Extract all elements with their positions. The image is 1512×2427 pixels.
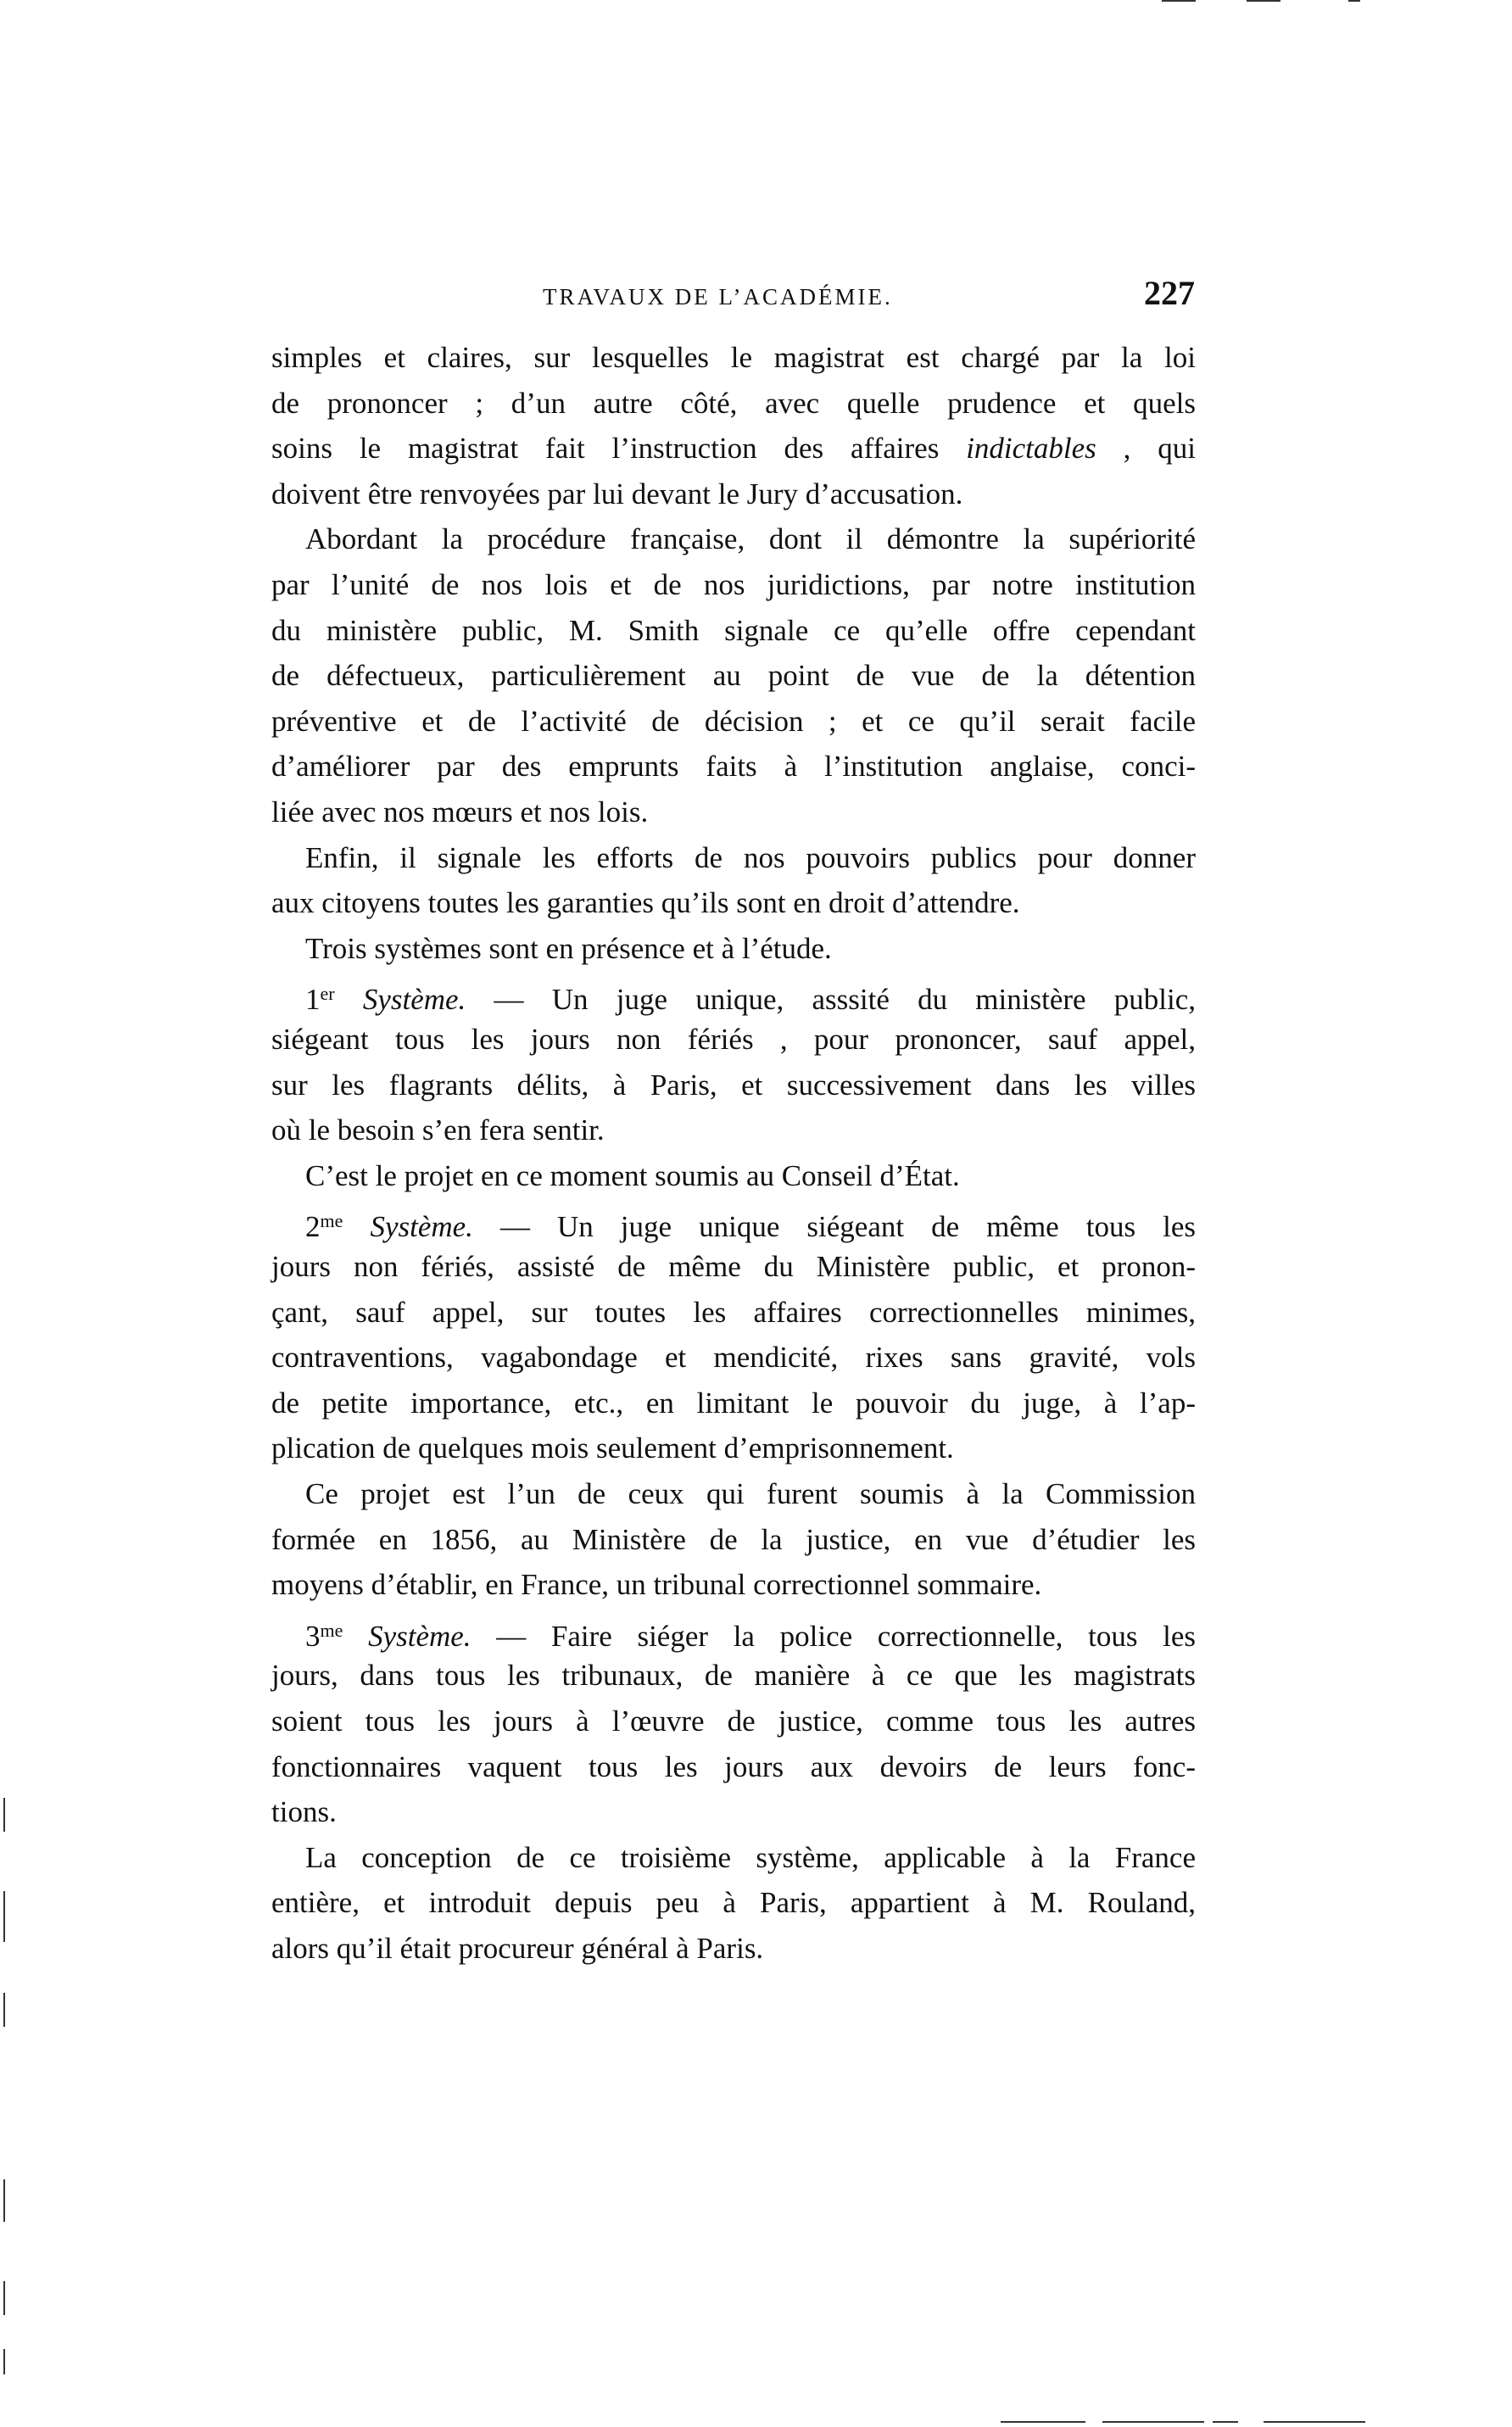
text-line xyxy=(271,1703,1196,1740)
text-segment: plication de quelques mois seulement d’emprisonnement. xyxy=(271,1431,954,1465)
text-line xyxy=(271,748,1196,785)
page-number: 227 xyxy=(1144,274,1195,312)
text-line xyxy=(271,1749,1196,1786)
text-line xyxy=(271,1566,1196,1604)
text-segment: C’est le projet en ce moment soumis au Conseil d’État. xyxy=(305,1158,960,1192)
text-segment: soins le magistrat fait l’instruction des affaires xyxy=(271,432,967,466)
text-segment: çant, sauf appel, sur toutes les affaires correctionnelles minimes, xyxy=(271,1295,1196,1329)
scan-mark xyxy=(1247,0,1280,2)
text-segment: soient tous les jours à l’œuvre de justice, comme tous les autres xyxy=(271,1704,1196,1738)
text-line xyxy=(271,1930,1196,1967)
scan-mark xyxy=(3,2179,5,2222)
scan-mark xyxy=(1102,2421,1204,2423)
text-line xyxy=(271,703,1196,740)
scan-mark xyxy=(3,2349,5,2374)
text-line xyxy=(271,430,1196,467)
text-line xyxy=(271,612,1196,650)
text-segment: 3 xyxy=(305,1619,321,1653)
text-segment: — Faire siéger la police correctionnelle, tous les xyxy=(471,1619,1196,1653)
text-line xyxy=(271,566,1196,604)
text-line xyxy=(271,1430,1196,1467)
scan-mark xyxy=(1213,2421,1238,2423)
text-segment: jours, dans tous les tribunaux, de manière à ce que les magistrats xyxy=(271,1659,1196,1693)
scan-mark xyxy=(1001,2421,1085,2423)
text-segment: — Un juge unique siégeant de même tous les xyxy=(472,1210,1197,1244)
text-line xyxy=(305,975,1196,1018)
text-segment: 1 xyxy=(305,983,321,1017)
text-line xyxy=(271,1021,1196,1058)
scan-mark xyxy=(1348,0,1360,2)
text-segment: La conception de ce troisième système, applicable à la France xyxy=(305,1840,1196,1874)
text-segment: siégeant tous les jours non fériés , pour prononcer, sauf appel, xyxy=(271,1023,1196,1056)
text-segment: contraventions, vagabondage et mendicité, rixes sans gravité, vols xyxy=(271,1341,1196,1375)
text-segment: aux citoyens toutes les garanties qu’ils sont en droit d’attendre. xyxy=(271,886,1020,920)
superscript-text: me xyxy=(320,1210,343,1232)
text-line xyxy=(271,1385,1196,1422)
text-line xyxy=(271,1294,1196,1331)
text-segment: entière, et introduit depuis peu à Paris, appartient à M. Rouland, xyxy=(271,1886,1196,1920)
superscript-text: me xyxy=(320,1619,343,1641)
italic-text: indictables xyxy=(966,432,1096,466)
text-line xyxy=(305,1839,1196,1877)
text-line xyxy=(271,1339,1196,1376)
text-segment: d’améliorer par des emprunts faits à l’institution anglaise, conci- xyxy=(271,750,1196,784)
scan-mark xyxy=(3,1993,5,2027)
text-segment: jours non fériés, assisté de même du Ministère public, et pronon- xyxy=(271,1250,1196,1283)
italic-text: Système. xyxy=(362,983,466,1017)
text-segment xyxy=(343,1620,368,1653)
text-line xyxy=(271,385,1196,422)
text-segment xyxy=(343,1210,370,1243)
text-line xyxy=(271,884,1196,922)
text-line xyxy=(305,930,1196,968)
text-segment: moyens d’établir, en France, un tribunal correctionnel sommaire. xyxy=(271,1568,1042,1602)
text-segment: de défectueux, particulièrement au point de vue de la détention xyxy=(271,659,1196,693)
scan-mark xyxy=(3,2281,5,2315)
text-segment: simples et claires, sur lesquelles le magistrat est chargé par la loi xyxy=(271,341,1196,374)
text-segment: de petite importance, etc., en limitant le pouvoir du juge, à l’ap- xyxy=(271,1386,1196,1420)
text-segment: de prononcer ; d’un autre côté, avec quelle prudence et quels xyxy=(271,386,1196,420)
text-line xyxy=(271,476,1196,513)
text-line xyxy=(271,1884,1196,1922)
text-segment: Ce projet est l’un de ceux qui furent soumis à la Commission xyxy=(305,1477,1196,1510)
text-segment: Enfin, il signale les efforts de nos pouvoirs publics pour donner xyxy=(305,840,1196,874)
text-segment: Trois systèmes sont en présence et à l’étude. xyxy=(305,931,832,965)
text-line xyxy=(271,1657,1196,1694)
text-segment: alors qu’il était procureur général à Paris. xyxy=(271,1932,764,1965)
text-line xyxy=(271,657,1196,695)
text-segment: Abordant la procédure française, dont il démontre la supériorité xyxy=(305,522,1196,556)
text-line xyxy=(305,1202,1196,1246)
text-segment: doivent être renvoyées par lui devant le Jury d’accusation. xyxy=(271,477,963,511)
text-segment: — Un juge unique, asssité du ministère public, xyxy=(466,983,1197,1017)
scan-mark xyxy=(3,1798,5,1832)
text-line xyxy=(305,521,1196,558)
text-segment: du ministère public, M. Smith signale ce qu’elle offre cependant xyxy=(271,613,1196,647)
text-segment: , qui xyxy=(1096,432,1196,466)
running-head: TRAVAUX DE L’ACADÉMIE. xyxy=(543,284,893,310)
text-segment: sur les flagrants délits, à Paris, et successivement dans les villes xyxy=(271,1068,1196,1102)
text-segment: préventive et de l’activité de décision ; et ce qu’il serait facile xyxy=(271,704,1196,738)
scan-mark xyxy=(3,1891,5,1942)
text-line xyxy=(271,794,1196,831)
text-line xyxy=(271,339,1196,377)
text-segment: fonctionnaires vaquent tous les jours aux devoirs de leurs fonc- xyxy=(271,1749,1196,1783)
text-segment: où le besoin s’en fera sentir. xyxy=(271,1113,605,1147)
text-segment: par l’unité de nos lois et de nos juridictions, par notre institution xyxy=(271,568,1196,601)
text-line xyxy=(305,840,1196,877)
text-line xyxy=(271,1112,1196,1149)
text-segment: tions. xyxy=(271,1795,337,1829)
text-segment: liée avec nos mœurs et nos lois. xyxy=(271,795,649,829)
italic-text: Système. xyxy=(370,1210,473,1244)
scan-mark xyxy=(1264,2421,1365,2423)
text-line xyxy=(305,1612,1196,1655)
scan-mark xyxy=(1162,0,1196,2)
text-segment: 2 xyxy=(305,1210,321,1244)
italic-text: Système. xyxy=(368,1619,471,1653)
text-line xyxy=(271,1067,1196,1104)
superscript-text: er xyxy=(320,983,335,1005)
text-segment xyxy=(335,983,363,1016)
text-segment: formée en 1856, au Ministère de la justice, en vue d’étudier les xyxy=(271,1522,1196,1556)
text-line xyxy=(271,1794,1196,1831)
text-line xyxy=(271,1521,1196,1559)
text-line xyxy=(305,1158,1196,1195)
text-line xyxy=(305,1476,1196,1513)
text-line xyxy=(271,1248,1196,1286)
